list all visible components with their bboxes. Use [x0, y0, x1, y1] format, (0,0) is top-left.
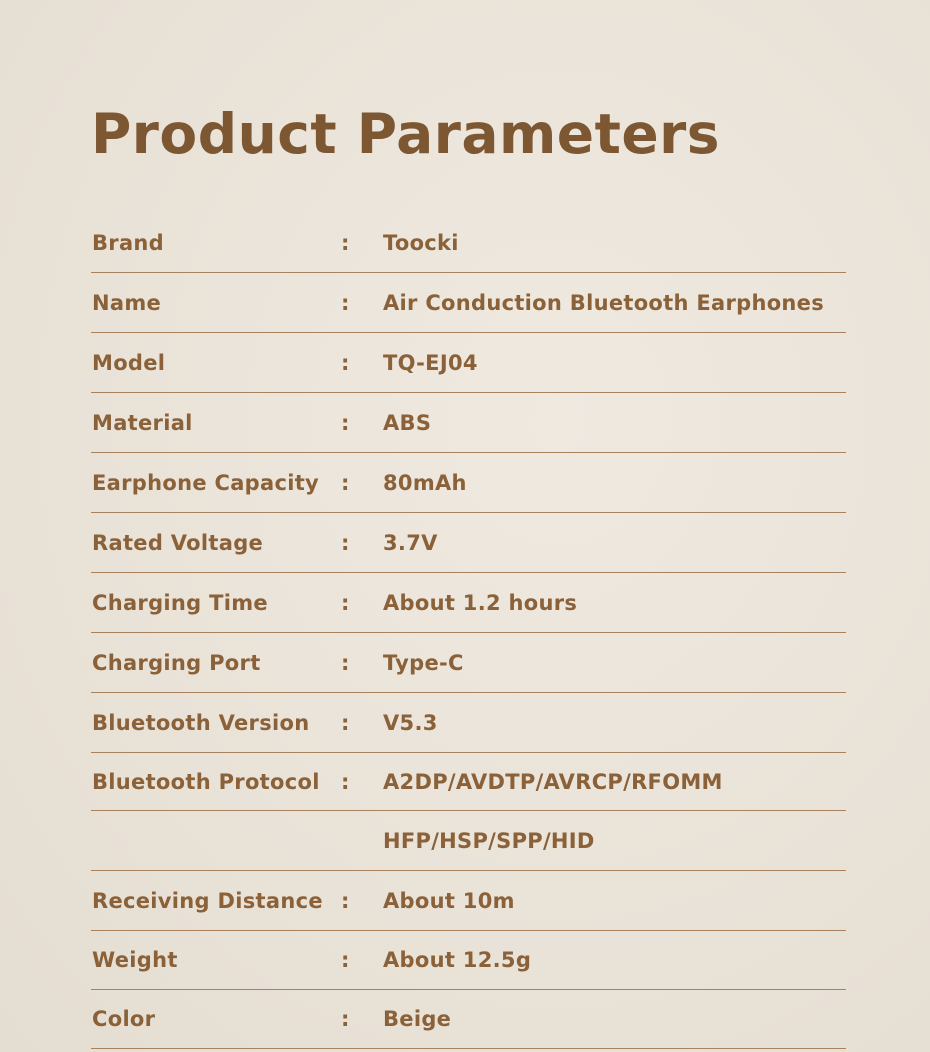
row-colon: : — [341, 1007, 350, 1031]
row-value: 80mAh — [383, 470, 467, 495]
row-colon: : — [341, 769, 350, 794]
row-colon: : — [341, 710, 350, 735]
row-colon: : — [341, 350, 350, 375]
row-label: Weight — [92, 948, 178, 972]
row-value: TQ-EJ04 — [383, 350, 478, 375]
row-value: Type-C — [383, 650, 464, 675]
table-row-earphone-capacity — [91, 453, 846, 513]
page-title: Product Parameters — [91, 102, 721, 166]
row-value: A2DP/AVDTP/AVRCP/RFOMM — [383, 769, 723, 794]
table-row-material — [91, 393, 846, 453]
row-colon: : — [341, 888, 350, 913]
row-colon: : — [341, 530, 350, 555]
row-value: Toocki — [383, 230, 459, 255]
row-colon: : — [341, 230, 350, 255]
row-label: Name — [92, 290, 162, 315]
row-label: Receiving Distance — [92, 888, 323, 913]
row-colon: : — [341, 470, 350, 495]
table-row-charging-port — [91, 633, 846, 693]
table-row-bluetooth-protocol-continued — [91, 811, 846, 871]
row-colon: : — [341, 650, 350, 675]
row-colon: : — [341, 410, 350, 435]
row-label: Rated Voltage — [92, 530, 264, 555]
table-row-receiving-distance — [91, 871, 846, 931]
row-value: 3.7V — [383, 530, 438, 555]
table-row-bluetooth-protocol — [91, 753, 846, 811]
table-row-color — [91, 990, 846, 1049]
table-row-charging-time — [91, 573, 846, 633]
row-colon: : — [341, 590, 350, 615]
row-colon: : — [341, 948, 350, 972]
row-label: Charging Time — [92, 590, 268, 615]
row-colon: : — [341, 290, 350, 315]
table-row-name — [91, 273, 846, 333]
table-row-bluetooth-version — [91, 693, 846, 753]
row-value: V5.3 — [383, 710, 438, 735]
table-row-weight — [91, 931, 846, 990]
row-value: ABS — [383, 410, 432, 435]
parameters-table — [91, 213, 846, 1049]
row-value: Beige — [383, 1007, 452, 1031]
row-label: Material — [92, 410, 193, 435]
row-label: Color — [92, 1007, 156, 1031]
row-value: About 10m — [383, 888, 515, 913]
row-label: Brand — [92, 230, 165, 255]
row-value: About 12.5g — [383, 948, 532, 972]
row-label: Charging Port — [92, 650, 261, 675]
row-label: Bluetooth Protocol — [92, 769, 320, 794]
row-label: Model — [92, 350, 166, 375]
row-label: Earphone Capacity — [92, 470, 320, 495]
row-value: About 1.2 hours — [383, 590, 578, 615]
row-value: HFP/HSP/SPP/HID — [383, 828, 595, 853]
row-label: Bluetooth Version — [92, 710, 310, 735]
row-value: Air Conduction Bluetooth Earphones — [383, 290, 825, 315]
table-row-rated-voltage — [91, 513, 846, 573]
table-row-brand — [91, 213, 846, 273]
table-row-model — [91, 333, 846, 393]
